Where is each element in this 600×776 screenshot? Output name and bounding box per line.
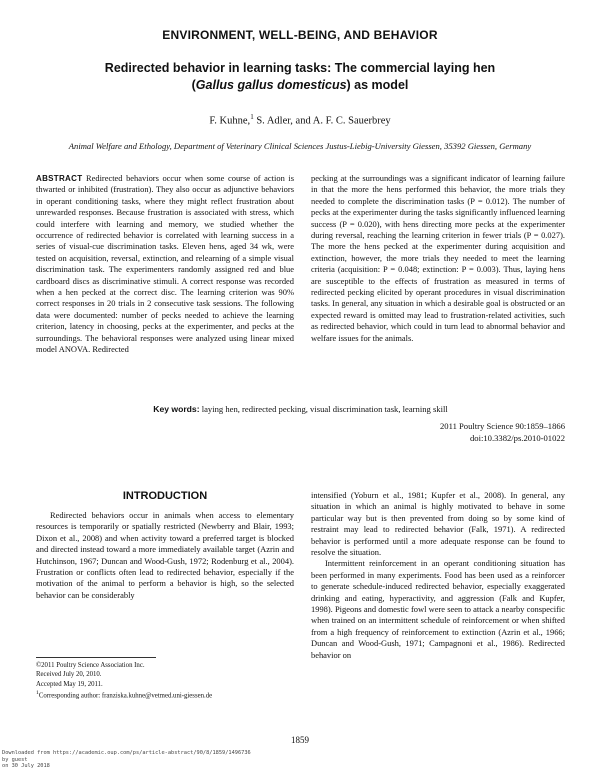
abstract-label: ABSTRACT	[36, 174, 83, 183]
author-rest: S. Adler, and A. F. C. Sauerbrey	[253, 115, 391, 127]
footnote-corresponding	[36, 689, 294, 701]
author-footnote-mark: 1	[250, 113, 254, 121]
footnote-received: Received July 20, 2010.	[36, 671, 102, 679]
introduction-right-column	[311, 490, 565, 661]
affiliation: Animal Welfare and Ethology, Department of Veterinary Clinical Sciences Justus-Liebig-University Giessen, 35392 Giessen, Germany	[68, 141, 532, 151]
download-stamp-line-3: on 30 July 2018	[2, 763, 50, 769]
citation-doi[interactable]: doi:10.3382/ps.2010-01022	[469, 433, 565, 443]
article-title	[60, 60, 540, 94]
download-stamp	[2, 750, 362, 770]
title-line-2-rest: ) as model	[346, 78, 409, 92]
citation-block	[440, 420, 565, 444]
keywords-text: laying hen, redirected pecking, visual discrimination task, learning skill	[199, 404, 448, 414]
journal-section-heading: ENVIRONMENT, WELL-BEING, AND BEHAVIOR	[162, 28, 438, 42]
author-first: F. Kuhne,	[209, 115, 251, 127]
page-number: 1859	[291, 735, 309, 745]
title-species-name: Gallus gallus domesticus	[195, 78, 347, 92]
download-stamp-line-2: by guest	[2, 756, 28, 763]
title-line-1: Redirected behavior in learning tasks: The commercial laying hen	[104, 61, 496, 75]
download-stamp-line-1: Downloaded from https://academic.oup.com/ps/article-abstract/90/8/1859/1496736	[2, 750, 251, 756]
title-open-paren: (	[191, 78, 196, 92]
introduction-heading: INTRODUCTION	[122, 490, 208, 502]
abstract-right-column: pecking at the surroundings was a significant indicator of learning failure in that the more the hens performed this behavior, the more trials they needed to complete the discrimination tasks (P = 0.012). The number of pecks at the experimenter during the tasks significantly influenced learning success (P = 0.020), with hens directing more pecks at the experimenter during reversal, reaching the learning criterion in fewer trials (P = 0.027). The more the hens pecked at the experimenter during acquisition and extinction, however, the more trials they needed to meet the learning criteria (acquisition: P = 0.048; extinction: P = 0.003). Thus, laying hens are susceptible to the effects of frustration as measured in terms of redirected pecking elicited by operant procedures in visual discrimination tasks. In general, any situation in which a desirable goal is obstructed or an expected reward is omitted may lead to frustration-related activities, such as redirected behavior, which could in turn lead to abnormal behavior and welfare issues for the animals.	[311, 173, 565, 343]
author-list	[0, 113, 600, 127]
footnote-corresponding-text: Corresponding author: franziska.kuhne@vetmed.uni-giessen.de	[38, 692, 213, 700]
abstract-left-column	[36, 173, 294, 356]
introduction-left-column: Redirected behaviors occur in animals when access to elementary resources is temporarily or spatially restricted (Newberry and Blair, 1993; Dixon et al., 2008) and when activity toward a preferred target is blocked and directed instead toward a more immediately available target (Azrin and Hutchinson, 1967; Duncan and Wood-Gush, 1972; Rodenburg et al., 2004). Frustration or conflicts often lead to redirected behavior, especially if the motivation of the animal to perform a behavior is high, so the selected behavior can be considerably	[36, 510, 294, 600]
footnote-divider	[36, 657, 156, 658]
keywords-label: Key words:	[153, 404, 200, 414]
citation-journal: 2011 Poultry Science 90:1859–1866	[440, 421, 565, 431]
introduction-paragraph-2: Intermittent reinforcement in an operant conditioning situation has been performed in many experiments. Food has been used as a reinforcer to generate schedule-induced redirected behavior, especially exaggerated drinking and eating, hyperactivity, and aggression (Falk and Kupfer, 1998). Pigeons and domestic fowl were seen to attack a nearby conspecific when trained on an intermittent schedule of reinforcement or when shifted from a high frequency of reinforcement to extinction (Azrin et al., 1966; Duncan and Wood-Gush, 1971; Campagnoni et al., 1986). Redirected behavior on	[311, 558, 565, 660]
footnotes	[36, 661, 294, 701]
introduction-paragraph-1-continued: intensified (Yoburn et al., 1981; Kupfer et al., 2008). In general, any situation in which an animal is highly motivated to behave in some particular way but is then prevented from doing so by some kind of restraint may lead to redirected behavior (Falk, 1971). A redirected behavior is performed until a more adequate response can be found to resolve the situation.	[311, 490, 565, 558]
footnote-copyright: ©2011 Poultry Science Association Inc.	[36, 662, 145, 669]
abstract-left-text: Redirected behaviors occur when some course of action is thwarted or inhibited (frustration). They also occur as adjunctive behaviors in operant conditioning tasks, where they might reflect frustration about unrewarded responses. Because frustration is associated with stress, which could interfere with learning and memory, we studied whether the occurrence of redirected behavior is correlated with learning success in a series of visual-cue discrimination tasks. Eleven hens, aged 34 wk, were tested on acquisition, reversal, extinction, and relearning of a simple visual discrimination task. The experimenters randomly assigned red and blue cardboard discs as discriminative stimuli. A correct response was recorded when a hen pecked at the correct disc. The learning criterion was 90% correct responses in 20 trials in 2 consecutive task sessions. The following data were documented: number of pecks needed to achieve the learning criterion, latency in choosing, pecks at the experimenter, and pecks at the surroundings. The behavioral responses were analyzed using linear mixed model ANOVA. Redirected	[36, 173, 294, 355]
keywords	[36, 404, 565, 414]
footnote-corresponding-mark: 1	[36, 690, 39, 697]
footnote-accepted: Accepted May 19, 2011.	[36, 680, 103, 688]
